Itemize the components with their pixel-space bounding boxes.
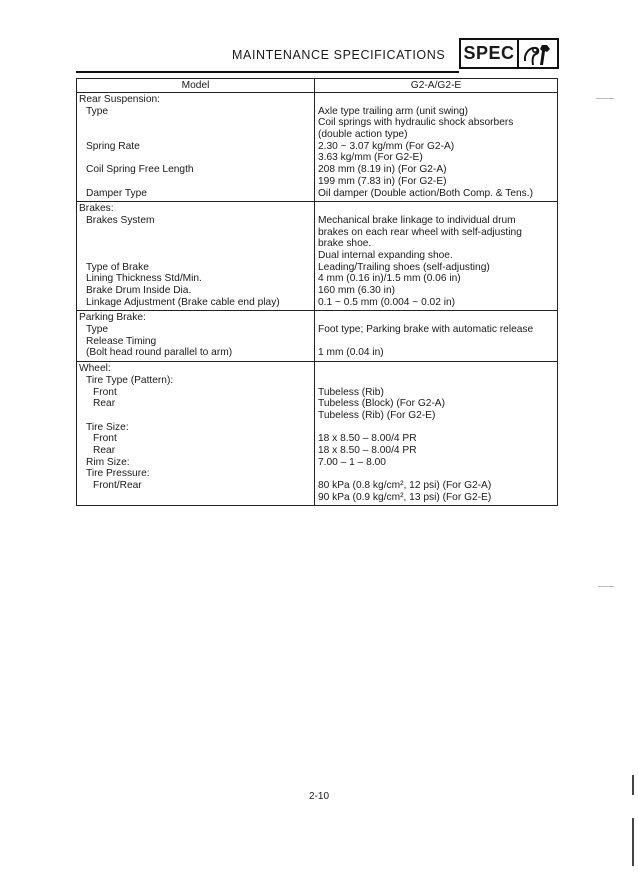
spec-label-spacer: [79, 250, 311, 262]
section-heading: Rear Suspension:: [79, 94, 160, 105]
table-body: [77, 93, 558, 506]
spec-label: Type of Brake: [86, 261, 149, 273]
spec-label: Brake Drum Inside Dia.: [86, 285, 192, 296]
section-heading: Brakes:: [79, 203, 114, 215]
spec-label: Brakes System: [86, 214, 155, 226]
spec-label: Tire Size:: [86, 421, 129, 433]
spec-label-spacer: [79, 492, 311, 504]
spec-value: Axle type trailing arm (unit swing): [318, 105, 469, 117]
spec-label: Lining Thickness Std/Min.: [86, 273, 202, 285]
spec-value: 1 mm (0.04 in): [318, 347, 384, 359]
spec-label: Damper Type: [86, 187, 147, 199]
spec-label-spacer: [79, 238, 311, 250]
spec-table: [76, 78, 558, 506]
table-section-row: [77, 93, 558, 202]
spec-label-spacer: [79, 176, 311, 188]
page-number: 2-10: [308, 791, 329, 802]
section-value-cell: [315, 362, 558, 506]
spec-value: Foot type; Parking brake with automatic release: [318, 324, 534, 336]
spec-value: 199 mm (7.83 in) (For G2-E): [318, 175, 447, 187]
spec-value-spacer: [318, 203, 554, 215]
page-title: MAINTENANCE SPECIFICATIONS: [232, 48, 446, 62]
spec-label: Coil Spring Free Length: [86, 164, 194, 176]
spec-value: 80 kPa (0.8 kg/cm², 12 psi) (For G2-A): [318, 480, 492, 491]
wrench-caliper-icon: [519, 38, 559, 69]
spec-value: Tubeless (Rib) (For G2-E): [318, 409, 436, 421]
spec-value: 0.1 ~ 0.5 mm (0.004 ~ 0.02 in): [318, 296, 456, 308]
spec-value: 18 x 8.50 – 8.00/4 PR: [318, 444, 417, 456]
section-heading: Wheel:: [79, 363, 111, 375]
spec-value: 160 mm (6.30 in): [318, 285, 396, 296]
spec-value: Tubeless (Rib): [318, 386, 384, 398]
spec-label: Spring Rate: [86, 140, 140, 152]
header-rule: [76, 71, 459, 73]
spec-label: Type: [86, 105, 109, 117]
table-section-row: [77, 362, 558, 506]
spec-label: (Bolt head round parallel to arm): [86, 347, 233, 359]
spec-value: Leading/Trailing shoes (self-adjusting): [318, 261, 490, 273]
page-header: [76, 30, 560, 72]
spec-label-spacer: [79, 152, 311, 164]
section-label-cell: [77, 93, 315, 202]
spec-label: Rear: [93, 444, 116, 456]
table-header-row: [77, 79, 558, 93]
spec-label: Front: [93, 433, 117, 445]
spec-badge: SPEC: [459, 38, 519, 69]
table-section-row: [77, 311, 558, 362]
spec-value: Tubeless (Block) (For G2-A): [318, 398, 445, 410]
table-section-row: [77, 202, 558, 311]
spec-label: Linkage Adjustment (Brake cable end play): [86, 296, 280, 308]
spec-value: brake shoe.: [318, 238, 372, 250]
spec-label: Rim Size:: [86, 456, 130, 468]
spec-value: 2.30 ~ 3.07 kg/mm (For G2-A): [318, 140, 455, 152]
spec-label-spacer: [79, 117, 311, 129]
spec-label-spacer: [79, 129, 311, 141]
spec-value-spacer: [318, 94, 554, 106]
spec-value: brakes on each rear wheel with self-adjusting: [318, 226, 522, 238]
spec-value-spacer: [318, 363, 554, 375]
spec-value: Coil springs with hydraulic shock absorbers: [318, 117, 514, 129]
spec-label: Release Timing: [86, 335, 157, 347]
margin-mark: [598, 586, 614, 587]
spec-value-spacer: [318, 336, 554, 348]
spec-value: 7.00 – 1 – 8.00: [318, 456, 386, 468]
section-label-cell: [77, 311, 315, 362]
spec-label: Front/Rear: [93, 480, 142, 491]
spec-value: 208 mm (8.19 in) (For G2-A): [318, 164, 447, 176]
column-header-variant: G2-A/G2-E: [315, 79, 558, 93]
spec-value: 3.63 kg/mm (For G2-E): [318, 152, 423, 164]
spec-value: 18 x 8.50 – 8.00/4 PR: [318, 433, 417, 445]
spec-value: Mechanical brake linkage to individual drum: [318, 214, 516, 226]
spec-label-spacer: [79, 227, 311, 239]
spec-value: 90 kPa (0.9 kg/cm², 13 psi) (For G2-E): [318, 491, 492, 503]
spec-value: Oil damper (Double action/Both Comp. & Tens.): [318, 187, 533, 199]
margin-mark: [596, 98, 614, 99]
spec-value-spacer: [318, 312, 554, 324]
section-value-cell: [315, 202, 558, 311]
section-heading: Parking Brake:: [79, 312, 146, 324]
spec-value: Dual internal expanding shoe.: [318, 249, 453, 261]
spec-label: Front: [93, 386, 117, 398]
spec-value-spacer: [318, 468, 554, 480]
spec-value: (double action type): [318, 129, 408, 141]
spec-label-spacer: [79, 410, 311, 422]
spec-label: Rear: [93, 398, 116, 410]
column-header-model: Model: [77, 79, 315, 93]
page-edge-line: [632, 775, 634, 795]
spec-label: Tire Type (Pattern):: [86, 374, 174, 386]
section-label-cell: [77, 362, 315, 506]
section-label-cell: [77, 202, 315, 311]
spec-value-spacer: [318, 422, 554, 434]
page-edge-line: [632, 818, 634, 866]
spec-value-spacer: [318, 375, 554, 387]
spec-label: Type: [86, 324, 109, 336]
spec-value: 4 mm (0.16 in)/1.5 mm (0.06 in): [318, 273, 461, 285]
section-value-cell: [315, 311, 558, 362]
spec-label: Tire Pressure:: [86, 468, 150, 480]
section-value-cell: [315, 93, 558, 202]
